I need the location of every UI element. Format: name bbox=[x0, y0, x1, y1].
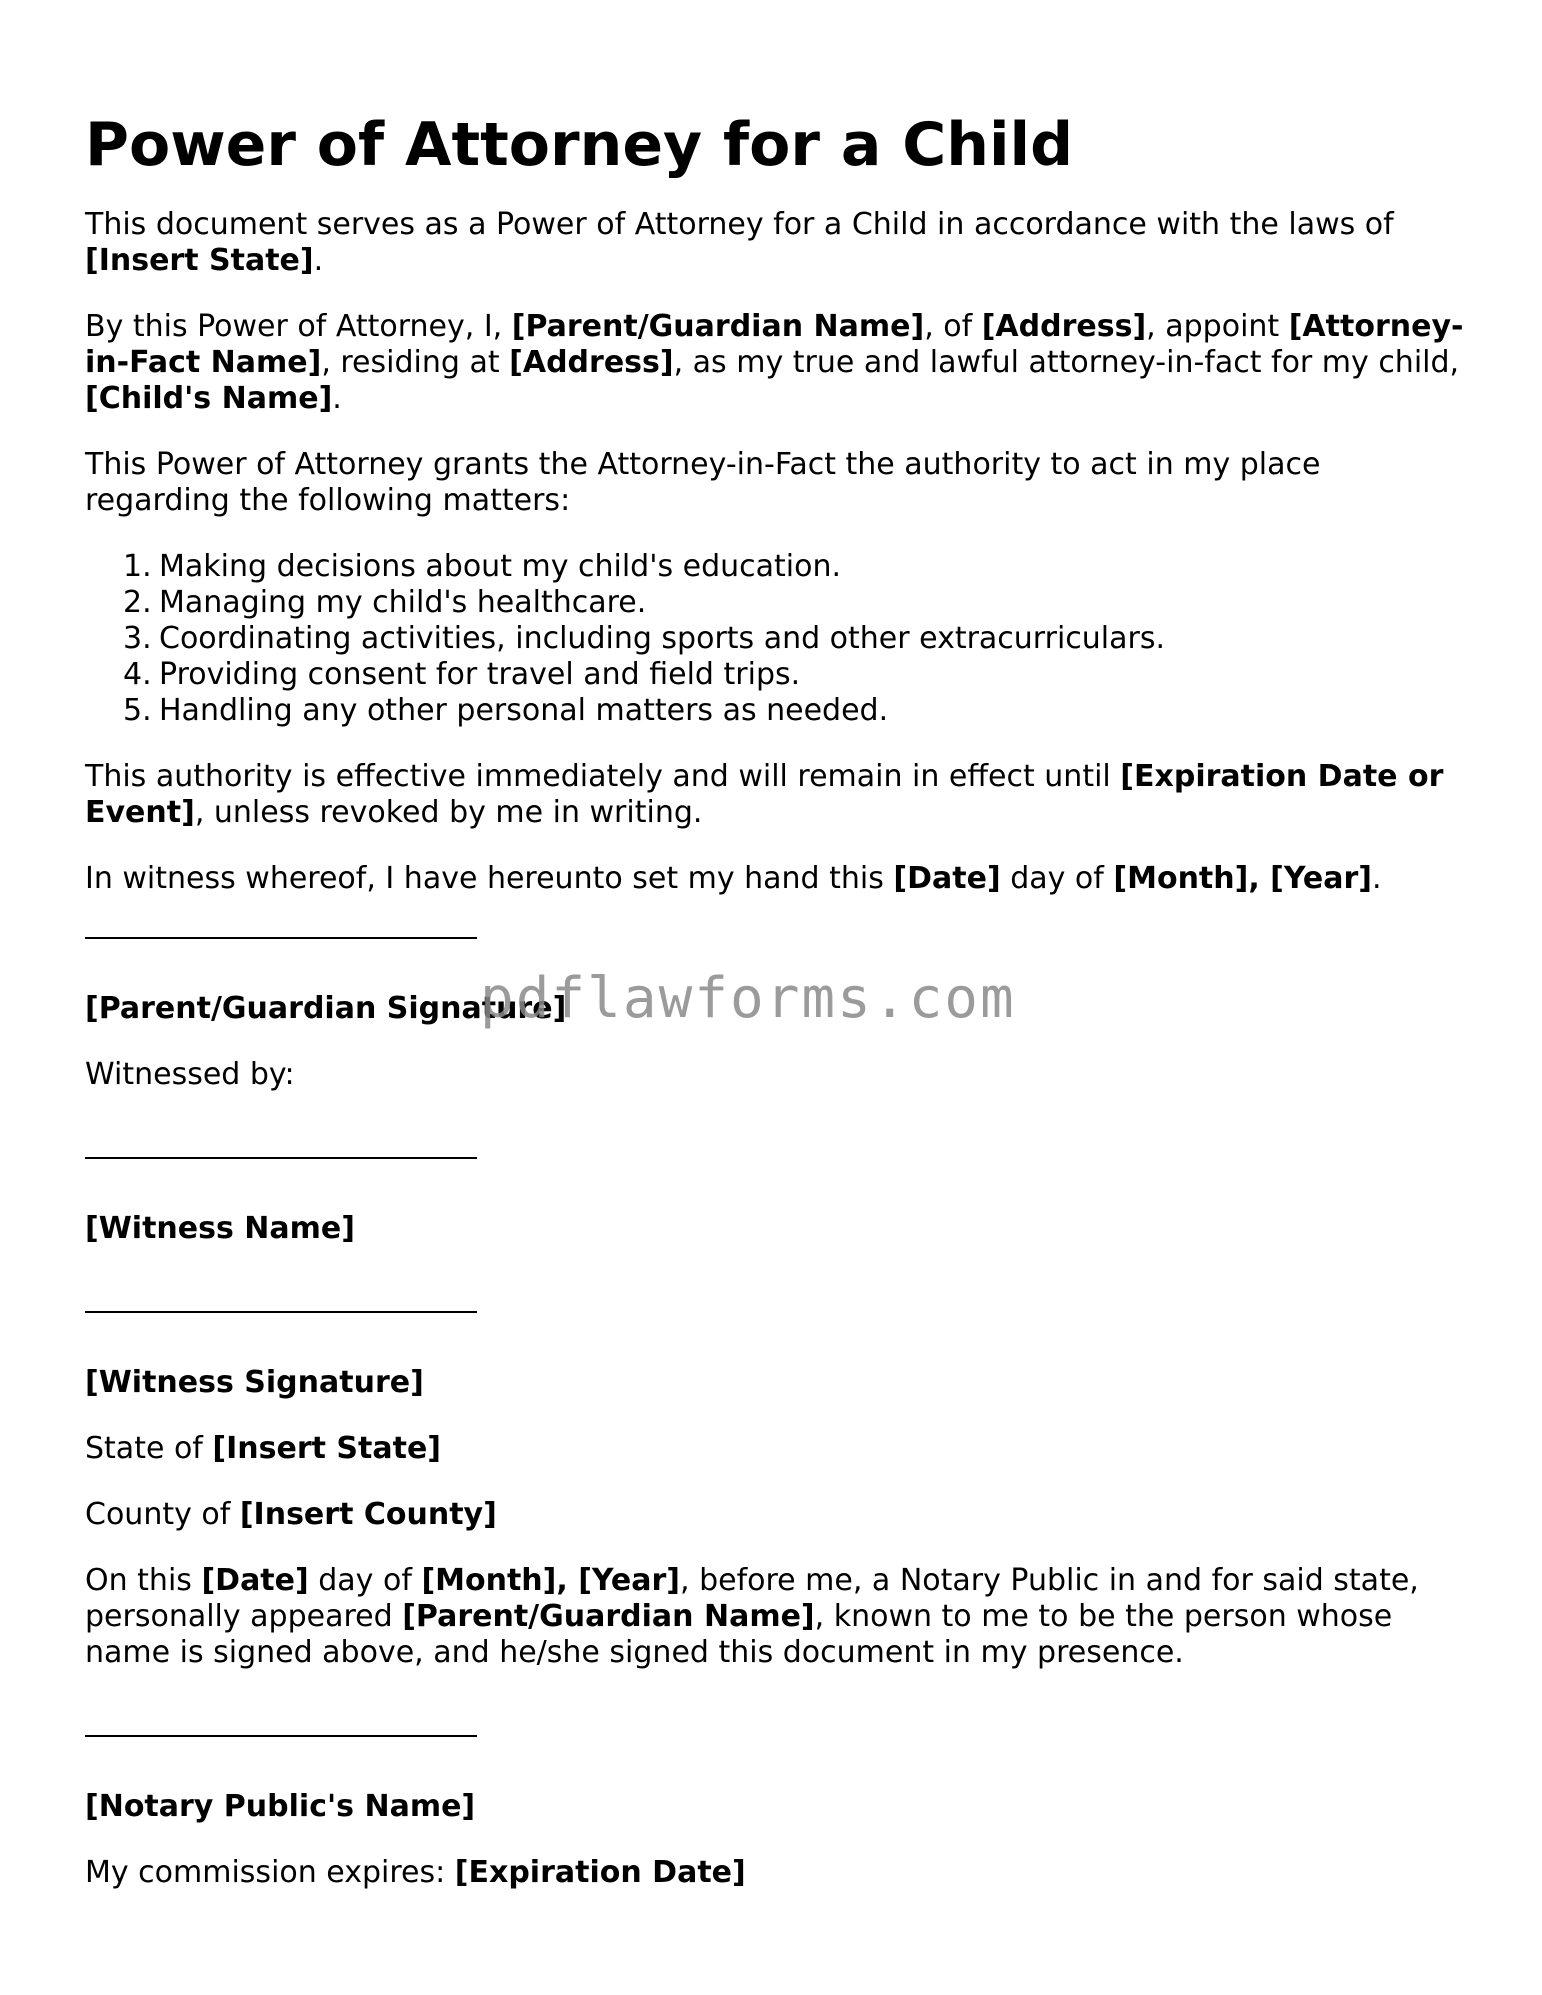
notary-paragraph: On this [Date] day of [Month], [Year], before me, a Notary Public in and for said state, personally appeared [Parent/Guardian Name], known to me to be the person whose name is signed above, and he/she signed this document in my presence. bbox=[85, 1563, 1419, 1670]
expiration-placeholder: [Expiration Date or Event] bbox=[85, 759, 1444, 830]
witness-signature-line bbox=[85, 1311, 477, 1313]
list-item: 5. Handling any other personal matters as needed. bbox=[123, 693, 889, 728]
notary-name-line bbox=[85, 1735, 477, 1737]
month-year-placeholder: [Month], [Year] bbox=[1113, 861, 1372, 896]
intro-paragraph: This document serves as a Power of Attorney for a Child in accordance with the laws of [Insert State]. bbox=[85, 207, 1394, 278]
attorney-address-placeholder: [Address] bbox=[509, 345, 674, 380]
date-placeholder: [Date] bbox=[893, 861, 1001, 896]
list-item: 1. Making decisions about my child's education. bbox=[123, 549, 842, 584]
witnessed-by-label: Witnessed by: bbox=[85, 1057, 295, 1092]
authority-paragraph: This Power of Attorney grants the Attorney-in-Fact the authority to act in my place regarding the following matters: bbox=[85, 447, 1321, 518]
state-line: State of [Insert State] bbox=[85, 1431, 442, 1466]
witness-signature-label: [Witness Signature] bbox=[85, 1365, 424, 1400]
appointment-paragraph: By this Power of Attorney, I, [Parent/Guardian Name], of [Address], appoint [Attorney-in-Fact Name], residing at [Address], as my true and lawful attorney-in-fact for my child, [Child's Name]. bbox=[85, 309, 1464, 416]
list-item: 4. Providing consent for travel and field trips. bbox=[123, 657, 801, 692]
state-placeholder: [Insert State] bbox=[85, 243, 314, 278]
child-name-placeholder: [Child's Name] bbox=[85, 381, 333, 416]
witness-whereof-paragraph: In witness whereof, I have hereunto set my hand this [Date] day of [Month], [Year]. bbox=[85, 861, 1382, 896]
attorney-name-placeholder: [Attorney-in-Fact Name] bbox=[85, 309, 1464, 380]
effective-paragraph: This authority is effective immediately and will remain in effect until [Expiration Date or Event], unless revoked by me in writing. bbox=[85, 759, 1444, 830]
page-title: Power of Attorney for a Child bbox=[85, 110, 1074, 180]
witness-name-line bbox=[85, 1157, 477, 1159]
address-placeholder: [Address] bbox=[981, 309, 1147, 344]
parent-name-placeholder: [Parent/Guardian Name] bbox=[511, 309, 925, 344]
commission-line: My commission expires: [Expiration Date] bbox=[85, 1855, 746, 1890]
parent-signature-label: [Parent/Guardian Signature] bbox=[85, 991, 567, 1026]
parent-signature-line bbox=[85, 937, 477, 939]
witness-name-label: [Witness Name] bbox=[85, 1211, 355, 1246]
watermark: pdflawforms.com bbox=[480, 966, 1016, 1031]
list-item: 2. Managing my child's healthcare. bbox=[123, 585, 647, 620]
list-item: 3. Coordinating activities, including sports and other extracurriculars. bbox=[123, 621, 1166, 656]
notary-name-label: [Notary Public's Name] bbox=[85, 1789, 476, 1824]
county-line: County of [Insert County] bbox=[85, 1497, 497, 1532]
matters-list bbox=[85, 549, 1465, 729]
